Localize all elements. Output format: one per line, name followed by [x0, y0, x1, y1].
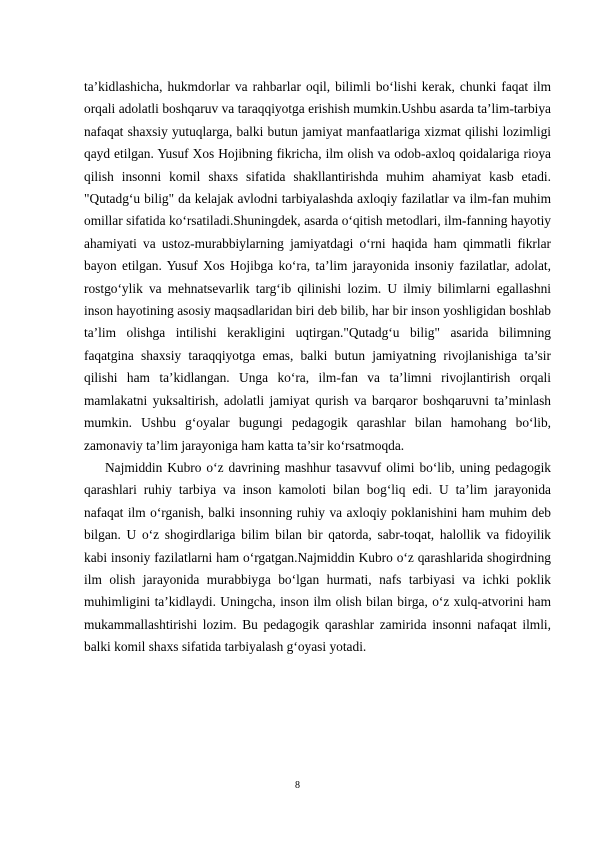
paragraph-najmiddin-kubro: Najmiddin Kubro o‘z davrining mashhur tasavvuf olimi bo‘lib, uning pedagogik qarashlari ruhiy tarbiya va inson kamoloti bilan bog‘liq edi. U ta’lim jarayonida nafaqat ilm o‘rganish, balki insonning ruhiy va axloqiy poklanishini ham muhim deb bilgan. U o‘z shogirdlariga bilim bilan bir qatorda, sabr-toqat, halollik va fidoyilik kabi insoniy fazilatlarni ham o‘rgatgan.Najmiddin Kubro o‘z qarashlarida shogirdning ilm olish jarayonida murabbiyga bo‘lgan hurmati, nafs tarbiyasi va ichki poklik muhimligini ta’kidlaydi. Uningcha, inson ilm olish bilan birga, o‘z xulq-atvorini ham mukammallashtirishi lozim. Bu pedagogik qarashlar zamirida insonni nafaqat ilmli, balki komil shaxs sifatida tarbiyalash g‘oyasi yotadi.: [84, 459, 551, 655]
page-number: 8: [295, 780, 300, 791]
paragraph-continuation: ta’kidlashicha, hukmdorlar va rahbarlar oqil, bilimli bo‘lishi kerak, chunki faqat ilm orqali adolatli boshqaruv va taraqqiyotga erishish mumkin.Ushbu asarda ta’lim-tarbiya nafaqat shaxsiy yutuqlarga, balki butun jamiyat manfaatlariga xizmat qilishi lozimligi qayd etilgan. Yusuf Xos Hojibning fikricha, ilm olish va odob-axloq qoidalariga rioya qilish insonni komil shaxs sifatida shakllantirishda muhim ahamiyat kasb etadi. "Qutadg‘u bilig" da kelajak avlodni tarbiyalashda axloqiy fazilatlar va ilm-fan muhim omillar sifatida ko‘rsatiladi.Shuningdek, asarda o‘qitish metodlari, ilm-fanning hayotiy ahamiyati va ustoz-murabbiylarning jamiyatdagi o‘rni haqida ham qimmatli fikrlar bayon etilgan. Yusuf Xos Hojibga ko‘ra, ta’lim jarayonida insoniy fazilatlar, adolat, rostgo‘ylik va mehnatsevarlik targ‘ib qilinishi lozim. U ilmiy bilimlarni egallashni inson hayotining asosiy maqsadlaridan biri deb bilib, har bir inson yoshligidan boshlab ta’lim olishga intilishi kerakligini uqtirgan."Qutadg‘u bilig" asarida bilimning faqatgina shaxsiy taraqqiyotga emas, balki butun jamiyatning rivojlanishiga ta’sir qilishi ham ta’kidlangan. Unga ko‘ra, ilm-fan va ta’limni rivojlantirish orqali mamlakatni yuksaltirish, adolatli jamiyat qurish va barqaror boshqaruvni ta’minlash mumkin. Ushbu g‘oyalar bugungi pedagogik qarashlar bilan hamohang bo‘lib, zamonaviy ta’lim jarayoniga ham katta ta’sir ko‘rsatmoqda.: [84, 79, 551, 453]
body-text: [84, 76, 551, 659]
